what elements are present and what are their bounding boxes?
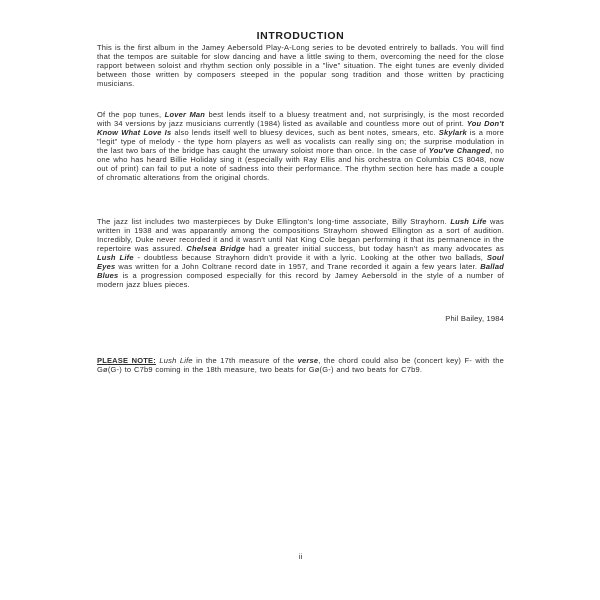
text-run: is a more "legit" type of melody - the type horn players as well as vocalists can really sing on; the surprise modulation in the last two bars of the bridge has caught the unwary soloist more than once. In the case of bbox=[97, 128, 504, 155]
page-number: ii bbox=[298, 552, 303, 561]
text-run: - doubtless because Strayhorn didn't provide it with a lyric. Looking at the other two ballads, bbox=[133, 253, 487, 262]
text-run: , no one who has heard Billie Holiday sing it (especially with Ray Ellis and his orchestra on Columbia CS 8048, now out of print) can fail to put a note of sadness into their performance. The rhythm section here has made a couple of chromatic alterations from the original chords. bbox=[97, 146, 504, 182]
text-run: You Don't Know What Love Is bbox=[97, 119, 505, 137]
text-run: is a progression composed especially for this record by Jamey Aebersold in the style of a number of modern jazz blues pieces. bbox=[97, 271, 504, 289]
text-run: Of the pop tunes, bbox=[97, 110, 165, 119]
text-run: best lends itself to a bluesy treatment and, not surprisingly, is the most recorded with 34 versions by jazz musicians currently (1984) listed as available and countless more out of print. bbox=[97, 110, 505, 128]
text-run: verse bbox=[297, 356, 319, 365]
page-title: INTRODUCTION bbox=[256, 30, 345, 43]
text-run: Lush Life bbox=[159, 356, 193, 365]
text-run: This is the first album in the Jamey Aebersold Play-A-Long series to be devoted entrirely to ballads. You will find that the tempos are suitable for slow dancing and have a little swing to them, overcoming the need for the close rapport between soloist and rhythm section only possible in a "live" situation. The eight tunes are evenly divided between those written by composers steeped in the popular song tradition and those written by practicing musicians. bbox=[97, 43, 504, 88]
text-run: was written for a John Coltrane record date in 1957, and Trane recorded it again a few years later. bbox=[115, 262, 481, 271]
text-run: , the chord could also be (concert key) F- with the Gø(G-) to C7b9 coming in the 18th measure, two beats for Gø(G-) and two beats for C7b9. bbox=[97, 356, 504, 374]
text-run: Lover Man bbox=[164, 110, 206, 119]
text-run: was written in 1938 and was apparantly among the compositions Strayhorn showed Ellington as a sort of audition. Incredibly, Duke never recorded it and it wasn't until Nat King Cole began performing it that its permanence in the repertoire was assured. bbox=[97, 217, 504, 253]
text-run: You've Changed bbox=[428, 146, 491, 155]
text-run: Ballad Blues bbox=[97, 262, 504, 280]
text-run: The jazz list includes two masterpieces by Duke Ellington's long-time associate, Billy Strayhorn. bbox=[97, 217, 451, 226]
text-run: PLEASE NOTE: bbox=[97, 356, 156, 365]
intro-paragraph-2 bbox=[97, 110, 504, 182]
text-run: had a greater initial success, but today hasn't as many advocates as bbox=[245, 244, 504, 253]
intro-paragraph-3 bbox=[97, 217, 504, 289]
text-run: Chelsea Bridge bbox=[186, 244, 246, 253]
text-run: Lush Life bbox=[450, 217, 487, 226]
please-note bbox=[97, 356, 504, 374]
byline: Phil Bailey, 1984 bbox=[445, 314, 504, 323]
intro-paragraph-1 bbox=[97, 43, 504, 88]
text-run: in the 17th measure of the bbox=[192, 356, 298, 365]
text-run: also lends itself well to bluesy devices, such as bent notes, smears, etc. bbox=[171, 128, 439, 137]
text-run: Lush Life bbox=[97, 253, 134, 262]
text-run: Skylark bbox=[438, 128, 467, 137]
text-run: Soul Eyes bbox=[97, 253, 504, 271]
